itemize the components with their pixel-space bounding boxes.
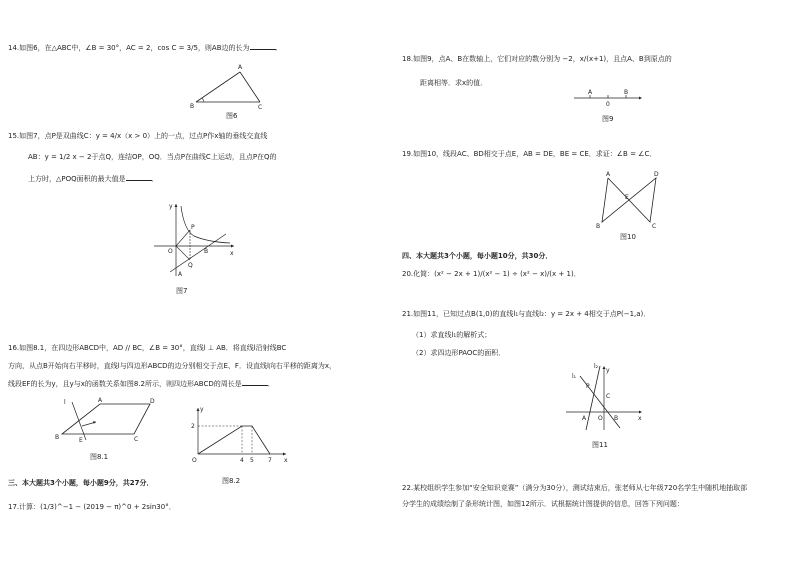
- fig7-label-x: x: [230, 250, 234, 257]
- fig10-label-D: D: [654, 171, 659, 178]
- fig7-caption: 图7: [176, 287, 188, 295]
- q20-text: 20.化简：(x² − 2x + 1)/(x² − 1) ÷ (x² − x)/(x + 1)．: [402, 270, 581, 278]
- fig8-1-caption: 图8.1: [90, 453, 109, 461]
- fig11-label-x: x: [638, 415, 642, 422]
- fig8-1-label-l: l: [64, 399, 66, 406]
- section4-heading: 四、本大题共3个小题，每小题10分，共30分．: [402, 252, 553, 260]
- q18-line2: 距离相等．求x的值．: [420, 79, 488, 87]
- fig11-label-A: A: [582, 415, 587, 422]
- q16-answer-blank[interactable]: [242, 379, 268, 386]
- fig7-label-O: O: [168, 248, 173, 255]
- section3-heading: 三、本大题共3个小题，每小题9分，共27分．: [8, 479, 154, 487]
- fig6-label-A: A: [238, 64, 243, 71]
- fig11-label-O: O: [598, 415, 603, 422]
- q16-line2: 方向，从点B开始向右平移时，直线l与四边形ABCD的边分别相交于点E、F．设直线l向右平移的距离为x，: [8, 362, 337, 370]
- fig7-label-Q: Q: [188, 262, 193, 269]
- fig10-label-E: E: [625, 194, 629, 201]
- figure-9: [572, 88, 644, 108]
- q14-text: 14.如图6，在△ABC中，∠B = 30°，AC = 2，cos C = 3/5，则AB边的长为 ．: [8, 44, 283, 52]
- figure-11: [560, 364, 646, 436]
- fig8-1-label-A: A: [98, 397, 103, 404]
- fig8-2-label-7: 7: [268, 457, 272, 464]
- fig11-label-B: B: [614, 415, 619, 422]
- fig10-label-A: A: [606, 171, 611, 178]
- fig8-2-label-4: 4: [240, 457, 244, 464]
- q19-text: 19.如图10，线段AC、BD相交于点E，AB = DE，BE = CE．求证：∠B = ∠C．: [402, 150, 657, 158]
- q22-line2: 分学生的成绩绘制了条形统计图，如图12所示．试根据统计图提供的信息，回答下列问题：: [402, 500, 684, 508]
- fig9-label-A: A: [588, 89, 593, 96]
- fig6-label-B: B: [190, 103, 195, 110]
- fig11-label-y: y: [606, 367, 610, 374]
- fig11-label-C: C: [606, 393, 611, 400]
- fig11-caption: 图11: [592, 441, 608, 449]
- figure-6: [190, 62, 270, 110]
- fig8-2-label-2: 2: [191, 423, 195, 430]
- fig11-label-l2: l₂: [594, 363, 599, 370]
- fig8-2-label-y: y: [200, 406, 204, 413]
- fig9-label-B: B: [624, 89, 629, 96]
- fig8-2-label-O: O: [192, 457, 197, 464]
- fig8-2-label-5: 5: [250, 457, 254, 464]
- q16-line1: 16.如图8.1，在四边形ABCD中，AD // BC，∠B = 30°，直线l ⊥ AB．将直线l沿射线BC: [8, 344, 287, 352]
- q21-sub1: （1）求直线l₁的解析式；: [412, 331, 492, 339]
- fig7-label-P: P: [191, 224, 195, 231]
- fig8-1-label-E: E: [79, 437, 83, 444]
- fig7-label-y: y: [169, 203, 173, 210]
- fig9-label-0: 0: [606, 101, 610, 108]
- fig6-caption: 图6: [226, 112, 238, 120]
- q18-line1: 18.如图9，点A、B在数轴上，它们对应的数分别为 −2，x/(x+1)，且点A、B到原点的: [402, 55, 672, 63]
- fig6-label-C: C: [258, 104, 263, 111]
- figure-10: [594, 168, 666, 232]
- fig7-label-B: B: [204, 248, 209, 255]
- figure-7: [150, 200, 240, 278]
- q15-line1: 15.如图7，点P是双曲线C：y = 4/x（x > 0）上的一点，过点P作x轴的垂线交直线: [8, 132, 268, 140]
- q21-sub2: （2）求四边形PAOC的面积．: [412, 349, 506, 357]
- fig11-label-P: P: [586, 383, 590, 390]
- fig8-1-label-D: D: [150, 398, 155, 405]
- fig10-label-B: B: [596, 223, 601, 230]
- q22-line1: 22.某校组织学生参加“安全知识竞赛”（满分为30分），测试结束后，张老师从七年级720名学生中随机地抽取部: [402, 484, 748, 492]
- figure-8-1: [52, 396, 168, 442]
- fig8-2-caption: 图8.2: [222, 477, 241, 485]
- fig11-label-l1: l₁: [572, 373, 577, 380]
- q15-line3: 上方时，△POQ面积的最大值是 ．: [28, 175, 159, 183]
- q15-answer-blank[interactable]: [126, 174, 152, 181]
- fig9-caption: 图9: [602, 115, 614, 123]
- figure-8-2: [186, 404, 292, 466]
- q14-answer-blank[interactable]: [250, 43, 276, 50]
- fig8-2-label-x: x: [284, 457, 288, 464]
- fig10-label-C: C: [652, 223, 657, 230]
- q16-line3: 线段EF的长为y，且y与x的函数关系如图8.2所示，则四边形ABCD的周长是 ．: [8, 380, 275, 388]
- q15-line2: AB：y = 1/2 x − 2于点Q，连结OP，OQ．当点P在曲线C上运动，且点P在Q的: [28, 153, 277, 161]
- q21-line1: 21.如图11，已知过点B(1,0)的直线l₁与直线l₂：y = 2x + 4相交于点P(−1,a)．: [402, 310, 651, 318]
- fig7-label-A: A: [178, 271, 183, 278]
- fig8-1-label-C: C: [134, 436, 139, 443]
- q17-text: 17.计算：(1/3)^−1 − (2019 − π)^0 + 2sin30°．: [8, 503, 176, 511]
- fig8-1-label-B: B: [55, 434, 60, 441]
- fig10-caption: 图10: [620, 233, 636, 241]
